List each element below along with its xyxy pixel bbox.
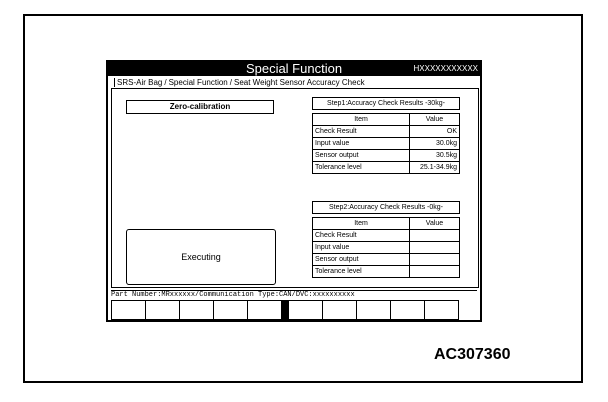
row-value: OK <box>410 126 460 138</box>
tool-screen <box>106 60 482 322</box>
zero-calibration-label: Zero-calibration <box>126 100 274 114</box>
table-row <box>313 138 460 150</box>
table-header-row <box>313 218 460 230</box>
row-label: Tolerance level <box>313 266 410 278</box>
breadcrumb-separator: / <box>229 78 232 87</box>
row-label: Sensor output <box>313 254 410 266</box>
row-label: Tolerance level <box>313 162 410 174</box>
window-title: Special Function <box>245 61 343 76</box>
column-header-item: Item <box>313 114 410 126</box>
function-key-7[interactable] <box>323 301 357 319</box>
column-header-item: Item <box>313 218 410 230</box>
row-value <box>410 242 460 254</box>
row-label: Check Result <box>313 230 410 242</box>
function-key-group-left <box>111 300 282 320</box>
function-key-5[interactable] <box>248 301 281 319</box>
row-label: Input value <box>313 138 410 150</box>
breadcrumb-separator: / <box>164 78 167 87</box>
row-value: 25.1-34.9kg <box>410 162 460 174</box>
table-row <box>313 150 460 162</box>
table-row <box>313 242 460 254</box>
function-key-group-right <box>288 300 459 320</box>
table-header-row <box>313 114 460 126</box>
executing-status: Executing <box>126 229 276 285</box>
breadcrumb <box>114 78 367 87</box>
figure-id: AC307360 <box>434 346 511 363</box>
breadcrumb-item-special-function[interactable]: Special Function <box>168 78 228 87</box>
breadcrumb-item-accuracy-check[interactable]: Seat Weight Sensor Accuracy Check <box>233 78 365 87</box>
breadcrumb-item-srs[interactable]: SRS-Air Bag <box>114 78 164 87</box>
step1-title: Step1:Accuracy Check Results -30kg- <box>312 97 460 110</box>
main-panel <box>111 88 479 288</box>
row-value: 30.0kg <box>410 138 460 150</box>
function-key-4[interactable] <box>214 301 248 319</box>
column-header-value: Value <box>410 218 460 230</box>
table-row <box>313 254 460 266</box>
table-row <box>313 162 460 174</box>
function-key-bar <box>111 300 477 320</box>
row-value <box>410 230 460 242</box>
row-value: 30.5kg <box>410 150 460 162</box>
row-value <box>410 254 460 266</box>
row-label: Sensor output <box>313 150 410 162</box>
row-value <box>410 266 460 278</box>
status-bar: Part Number:MRxxxxxx/Communication Type:CAN/DVC:xxxxxxxxxx <box>111 290 477 300</box>
function-key-1[interactable] <box>112 301 146 319</box>
function-key-2[interactable] <box>146 301 180 319</box>
table-row <box>313 126 460 138</box>
step2-table <box>312 217 460 278</box>
function-key-6[interactable] <box>289 301 323 319</box>
row-label: Check Result <box>313 126 410 138</box>
function-key-8[interactable] <box>357 301 391 319</box>
step1-table <box>312 113 460 174</box>
row-label: Input value <box>313 242 410 254</box>
table-row <box>313 266 460 278</box>
function-key-3[interactable] <box>180 301 214 319</box>
serial-number: HXXXXXXXXXXX <box>413 64 478 73</box>
title-bar <box>108 62 480 76</box>
table-row <box>313 230 460 242</box>
function-key-10[interactable] <box>425 301 458 319</box>
column-header-value: Value <box>410 114 460 126</box>
function-key-9[interactable] <box>391 301 425 319</box>
step2-title: Step2:Accuracy Check Results -0kg- <box>312 201 460 214</box>
